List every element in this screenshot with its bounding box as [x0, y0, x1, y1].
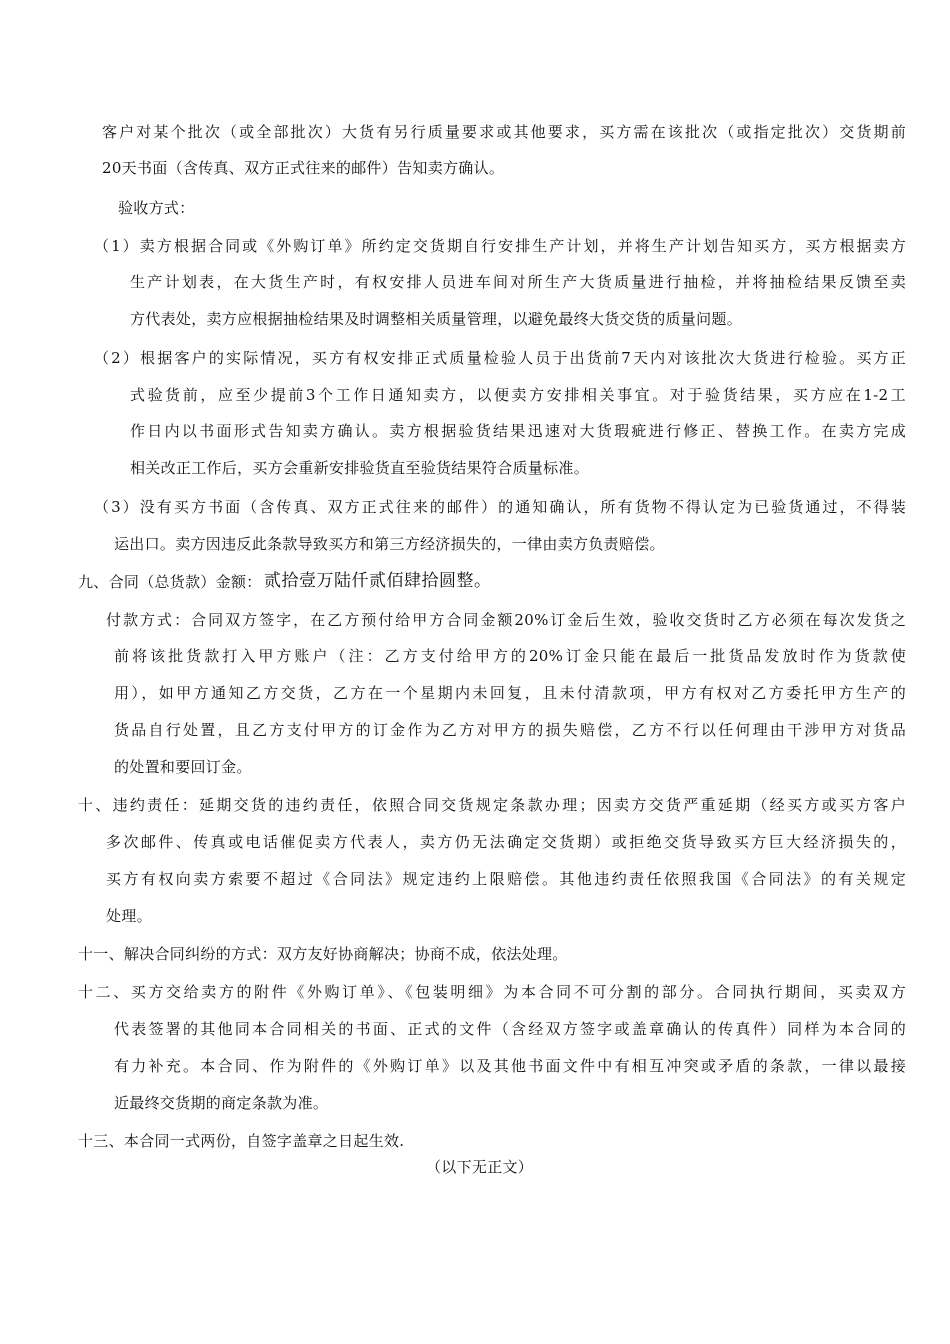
text-line: 的处置和要回订金。 — [114, 758, 252, 776]
text-line: 运出口。卖方因违反此条款导致买方和第三方经济损失的，一律由卖方负责赔偿。 — [114, 535, 665, 553]
text-line: 十一、解决合同纠纷的方式：双方友好协商解决；协商不成，依法处理。 — [78, 945, 568, 963]
text-line: 代表签署的其他同本合同相关的书面、正式的文件（含经双方签字或盖章确认的传真件）同样为本合同的 — [114, 1020, 906, 1038]
text-line: 买方有权向卖方索要不超过《合同法》规定违约上限赔偿。其他违约责任依照我国《合同法》的有关规定 — [106, 870, 906, 888]
section-heading: 验收方式： — [118, 199, 195, 217]
text-line: 式验货前，应至少提前3个工作日通知卖方，以便卖方安排相关事宜。对于验货结果，买方应在1-2工 — [130, 386, 906, 404]
text-line: 方代表处，卖方应根据抽检结果及时调整相关质量管理，以避免最终大货交货的质量问题。 — [130, 310, 743, 328]
text-line: 十二、买方交给卖方的附件《外购订单》、《包装明细》为本合同不可分割的部分。合同执行期间，买卖双方 — [78, 983, 906, 1001]
text-line: 货品自行处置，且乙方支付甲方的订金作为乙方对甲方的损失赔偿，乙方不行以任何理由干涉甲方对货品 — [114, 721, 906, 739]
text-line: （2）根据客户的实际情况，买方有权安排正式质量检验人员于出货前7天内对该批次大货进行检验。买方正 — [94, 349, 906, 367]
text-line: 生产计划表，在大货生产时，有权安排人员进车间对所生产大货质量进行抽检，并将抽检结果反馈至卖 — [130, 273, 906, 291]
text-line: 有力补充。本合同、作为附件的《外购订单》以及其他书面文件中有相互冲突或矛盾的条款，一律以最接 — [114, 1057, 906, 1075]
text-line: 十、违约责任：延期交货的违约责任，依照合同交货规定条款办理；因卖方交货严重延期（经买方或买方客户 — [78, 796, 906, 814]
section-heading: 九、合同（总货款）金额： — [78, 573, 262, 591]
text-line: 20天书面（含传真、双方正式往来的邮件）告知卖方确认。 — [102, 159, 505, 177]
text-line: 付款方式：合同双方签字，在乙方预付给甲方合同金额20%订金后生效，验收交货时乙方必须在每次发货之 — [106, 611, 906, 629]
text-line: （1）卖方根据合同或《外购订单》所约定交货期自行安排生产计划，并将生产计划告知买方，买方根据卖方 — [94, 237, 906, 255]
text-line: 前将该批货款打入甲方账户（注：乙方支付给甲方的20%订金只能在最后一批货品发放时作为货款使 — [114, 647, 906, 665]
text-line: 作日内以书面形式告知卖方确认。卖方根据验货结果迅速对大货瑕疵进行修正、替换工作。在卖方完成 — [130, 422, 906, 440]
contract-amount: 贰拾壹万陆仟贰佰肆拾圆整。 — [264, 571, 492, 591]
text-line: 近最终交货期的商定条款为准。 — [114, 1094, 329, 1112]
text-line: 多次邮件、传真或电话催促卖方代表人，卖方仍无法确定交货期）或拒绝交货导致买方巨大经济损失的， — [106, 833, 906, 851]
end-of-text-note: （以下无正文） — [426, 1158, 534, 1176]
text-line: （3）没有买方书面（含传真、双方正式往来的邮件）的通知确认，所有货物不得认定为已验货通过，不得装 — [94, 498, 906, 516]
text-line: 十三、本合同一式两份，自签字盖章之日起生效. — [78, 1132, 405, 1150]
text-line: 客户对某个批次（或全部批次）大货有另行质量要求或其他要求，买方需在该批次（或指定批次）交货期前 — [102, 123, 906, 141]
text-line: 相关改正工作后，买方会重新安排验货直至验货结果符合质量标准。 — [130, 459, 590, 477]
text-line: 用），如甲方通知乙方交货，乙方在一个星期内未回复，且未付清款项，甲方有权对乙方委托甲方生产的 — [114, 684, 906, 702]
text-line: 处理。 — [106, 907, 152, 925]
